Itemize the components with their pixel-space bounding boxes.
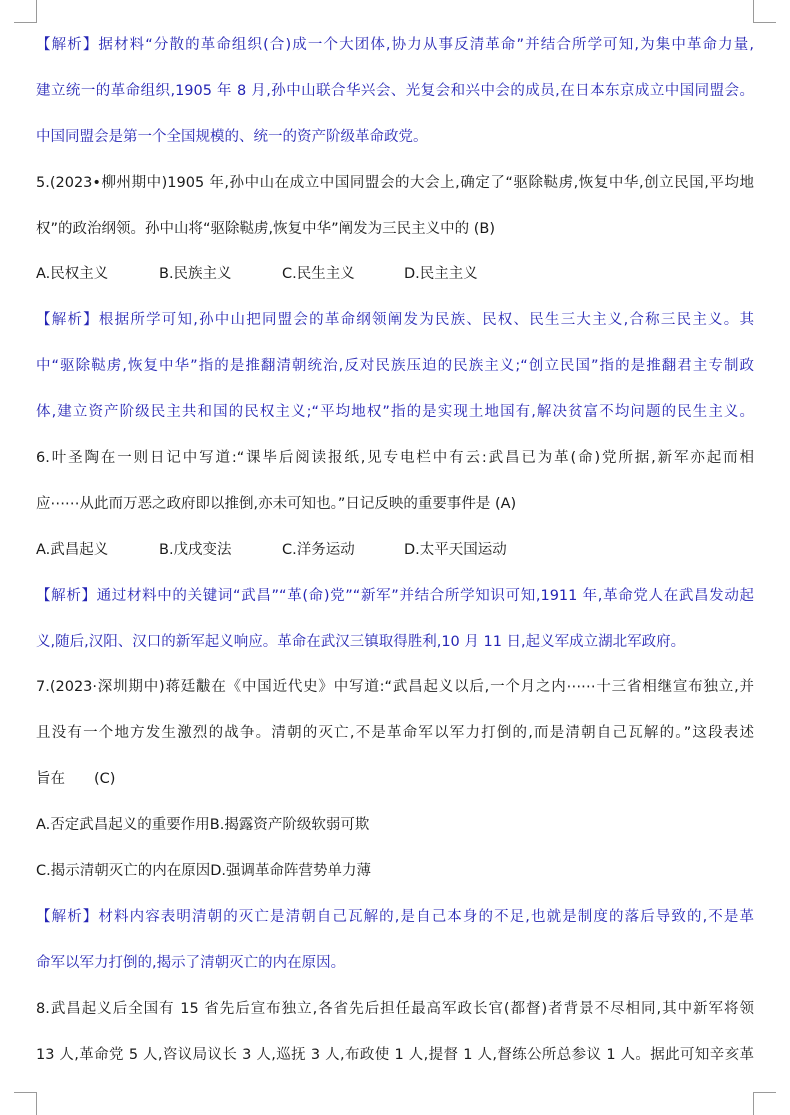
document-body bbox=[36, 30, 754, 1085]
question-8 bbox=[36, 994, 754, 1086]
analysis-line: 中“驱除鞑虏,恢复中华”指的是推翻清朝统治,反对民族压迫的民族主义;“创立民国”指的是推翻君主专制政 bbox=[36, 358, 754, 375]
analysis-line: 【解析】据材料“分散的革命组织(合)成一个大团体,协力从事反清革命”并结合所学可知,为集中革命力量, bbox=[36, 37, 754, 53]
analysis-line: 命军以军力打倒的,揭示了清朝灭亡的内在原因。 bbox=[36, 954, 346, 971]
question-stem-line: 8.武昌起义后全国有 15 省先后宣布独立,各省先后担任最高军政长官(都督)者背景不尽相同,其中新军将领 bbox=[36, 1000, 754, 1017]
option-c: C.洋务运动 bbox=[282, 541, 355, 558]
question-stem-line: 5.(2023•柳州期中)1905 年,孙中山在成立中国同盟会的大会上,确定了“驱除鞑虏,恢复中华,创立民国,平均地 bbox=[36, 174, 754, 191]
crop-mark-bottom-left bbox=[14, 1092, 37, 1115]
analysis-line: 义,随后,汉阳、汉口的新军起义响应。革命在武汉三镇取得胜利,10 月 11 日,起义军成立湖北军政府。 bbox=[36, 633, 686, 650]
answer-options-ab: A.否定武昌起义的重要作用B.揭露资产阶级软弱可欺 bbox=[36, 817, 370, 834]
option-a: A.民权主义 bbox=[36, 266, 109, 283]
question-stem-line: 旨在 (C) bbox=[36, 771, 116, 788]
crop-mark-bottom-right bbox=[753, 1092, 776, 1115]
question-5 bbox=[36, 168, 754, 443]
option-d: D.太平天国运动 bbox=[404, 541, 507, 558]
answer-options bbox=[36, 259, 754, 305]
analysis-line: 【解析】通过材料中的关键词“武昌”“革(命)党”“新军”并结合所学知识可知,1911 年,革命党人在武昌发动起 bbox=[36, 587, 754, 604]
q4-analysis bbox=[36, 30, 754, 168]
question-6 bbox=[36, 443, 754, 672]
analysis-line: 建立统一的革命组织,1905 年 8 月,孙中山联合华兴会、光复会和兴中会的成员,在日本东京成立中国同盟会。 bbox=[36, 82, 754, 99]
crop-mark-top-left bbox=[14, 0, 37, 23]
option-b: B.戊戌变法 bbox=[159, 541, 232, 558]
analysis-line: 【解析】材料内容表明清朝的灭亡是清朝自己瓦解的,是自己本身的不足,也就是制度的落后导致的,不是革 bbox=[36, 908, 754, 925]
question-stem-line: 7.(2023·深圳期中)蒋廷黻在《中国近代史》中写道:“武昌起义以后,一个月之内⋯⋯十三省相继宣布独立,并 bbox=[36, 679, 754, 696]
analysis-line: 中国同盟会是第一个全国规模的、统一的资产阶级革命政党。 bbox=[36, 128, 428, 145]
question-stem-line: 6.叶圣陶在一则日记中写道:“课毕后阅读报纸,见专电栏中有云:武昌已为革(命)党所据,新军亦起而相 bbox=[36, 450, 754, 467]
answer-options bbox=[36, 535, 754, 581]
analysis-line: 体,建立资产阶级民主共和国的民权主义;“平均地权”指的是实现土地国有,解决贫富不均问题的民生主义。 bbox=[36, 404, 754, 421]
option-b: B.民族主义 bbox=[159, 266, 232, 283]
question-stem-line: 且没有一个地方发生激烈的战争。清朝的灭亡,不是革命军以军力打倒的,而是清朝自己瓦解的。”这段表述 bbox=[36, 725, 754, 742]
question-stem-line: 13 人,革命党 5 人,咨议局议长 3 人,巡抚 3 人,布政使 1 人,提督 1 人,督练公所总参议 1 人。据此可知辛亥革 bbox=[36, 1046, 754, 1063]
question-7 bbox=[36, 672, 754, 993]
question-stem-line: 应⋯⋯从此而万恶之政府即以推倒,亦未可知也。”日记反映的重要事件是 (A) bbox=[36, 495, 517, 512]
question-stem-line: 权”的政治纲领。孙中山将“驱除鞑虏,恢复中华”阐发为三民主义中的 (B) bbox=[36, 220, 496, 237]
option-c: C.民生主义 bbox=[282, 266, 355, 283]
analysis-line: 【解析】根据所学可知,孙中山把同盟会的革命纲领阐发为民族、民权、民生三大主义,合称三民主义。其 bbox=[36, 312, 754, 329]
answer-options-cd: C.揭示清朝灭亡的内在原因D.强调革命阵营势单力薄 bbox=[36, 863, 372, 880]
option-a: A.武昌起义 bbox=[36, 541, 109, 558]
option-d: D.民主主义 bbox=[404, 266, 478, 283]
crop-mark-top-right bbox=[753, 0, 776, 23]
